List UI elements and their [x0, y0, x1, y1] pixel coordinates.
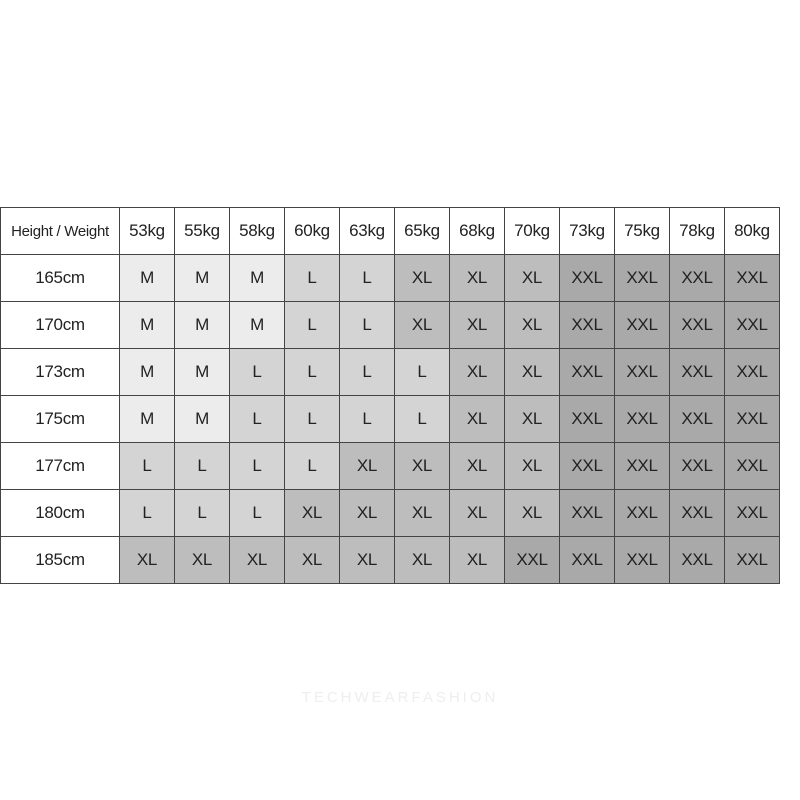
size-cell: XXL	[725, 255, 780, 302]
size-cell: XL	[340, 443, 395, 490]
size-cell: M	[230, 255, 285, 302]
size-cell: L	[285, 396, 340, 443]
size-cell: L	[285, 349, 340, 396]
size-cell: XL	[175, 537, 230, 584]
size-cell: XL	[340, 490, 395, 537]
size-cell: XL	[505, 255, 560, 302]
size-cell: XXL	[615, 255, 670, 302]
size-cell: XXL	[560, 537, 615, 584]
size-cell: XL	[120, 537, 175, 584]
weight-header: 53kg	[120, 208, 175, 255]
size-chart-header	[1, 208, 780, 255]
weight-header: 78kg	[670, 208, 725, 255]
size-cell: L	[230, 443, 285, 490]
table-row	[1, 396, 780, 443]
height-label: 177cm	[1, 443, 120, 490]
table-row	[1, 349, 780, 396]
size-chart-body	[1, 255, 780, 584]
size-cell: XXL	[615, 537, 670, 584]
size-cell: M	[175, 302, 230, 349]
weight-header: 58kg	[230, 208, 285, 255]
size-cell: XL	[395, 302, 450, 349]
header-row	[1, 208, 780, 255]
size-cell: XL	[395, 443, 450, 490]
size-cell: L	[230, 490, 285, 537]
height-label: 165cm	[1, 255, 120, 302]
size-cell: XXL	[725, 537, 780, 584]
size-cell: L	[340, 302, 395, 349]
size-cell: L	[285, 255, 340, 302]
weight-header: 73kg	[560, 208, 615, 255]
size-cell: L	[340, 396, 395, 443]
size-cell: L	[120, 490, 175, 537]
weight-header: 65kg	[395, 208, 450, 255]
size-chart-table	[0, 207, 780, 584]
size-cell: XL	[505, 443, 560, 490]
size-cell: XL	[395, 255, 450, 302]
height-label: 185cm	[1, 537, 120, 584]
size-cell: M	[120, 396, 175, 443]
size-cell: XXL	[725, 302, 780, 349]
size-cell: XL	[505, 490, 560, 537]
size-cell: XXL	[560, 255, 615, 302]
size-cell: M	[120, 302, 175, 349]
size-cell: XL	[450, 537, 505, 584]
size-cell: XL	[505, 396, 560, 443]
size-cell: XXL	[670, 396, 725, 443]
corner-label: Height / Weight	[1, 208, 120, 255]
size-cell: XL	[450, 443, 505, 490]
size-cell: XL	[285, 490, 340, 537]
size-cell: L	[230, 396, 285, 443]
size-cell: XL	[395, 490, 450, 537]
weight-header: 68kg	[450, 208, 505, 255]
size-cell: XL	[340, 537, 395, 584]
size-cell: XL	[450, 490, 505, 537]
size-cell: XXL	[725, 349, 780, 396]
size-cell: L	[340, 255, 395, 302]
size-cell: M	[120, 349, 175, 396]
size-cell: XL	[450, 349, 505, 396]
size-cell: XXL	[670, 490, 725, 537]
size-cell: L	[120, 443, 175, 490]
size-cell: L	[395, 349, 450, 396]
table-row	[1, 490, 780, 537]
size-cell: XXL	[615, 349, 670, 396]
size-cell: L	[285, 302, 340, 349]
size-cell: XL	[505, 349, 560, 396]
size-cell: L	[175, 443, 230, 490]
size-cell: XXL	[560, 490, 615, 537]
weight-header: 75kg	[615, 208, 670, 255]
size-cell: XL	[285, 537, 340, 584]
size-cell: XXL	[670, 443, 725, 490]
size-cell: L	[230, 349, 285, 396]
height-label: 170cm	[1, 302, 120, 349]
size-cell: XXL	[505, 537, 560, 584]
weight-header: 70kg	[505, 208, 560, 255]
size-cell: XXL	[725, 443, 780, 490]
size-cell: M	[175, 255, 230, 302]
size-cell: XXL	[615, 302, 670, 349]
table-row	[1, 255, 780, 302]
size-cell: XL	[450, 255, 505, 302]
size-cell: XXL	[560, 302, 615, 349]
weight-header: 80kg	[725, 208, 780, 255]
size-cell: XL	[505, 302, 560, 349]
size-cell: XXL	[560, 443, 615, 490]
size-cell: XL	[395, 537, 450, 584]
size-cell: XXL	[615, 443, 670, 490]
height-label: 173cm	[1, 349, 120, 396]
height-label: 180cm	[1, 490, 120, 537]
size-cell: XXL	[615, 490, 670, 537]
size-cell: L	[175, 490, 230, 537]
size-cell: XXL	[670, 255, 725, 302]
size-cell: XL	[450, 302, 505, 349]
size-cell: M	[230, 302, 285, 349]
size-cell: XXL	[560, 349, 615, 396]
size-cell: M	[175, 396, 230, 443]
size-cell: L	[340, 349, 395, 396]
height-label: 175cm	[1, 396, 120, 443]
table-row	[1, 302, 780, 349]
size-cell: XL	[230, 537, 285, 584]
weight-header: 55kg	[175, 208, 230, 255]
size-cell: L	[285, 443, 340, 490]
size-cell: XXL	[670, 302, 725, 349]
size-cell: M	[175, 349, 230, 396]
size-cell: M	[120, 255, 175, 302]
size-cell: XXL	[725, 490, 780, 537]
table-row	[1, 537, 780, 584]
size-cell: XXL	[615, 396, 670, 443]
size-cell: XXL	[560, 396, 615, 443]
weight-header: 60kg	[285, 208, 340, 255]
size-cell: XL	[450, 396, 505, 443]
size-cell: XXL	[725, 396, 780, 443]
watermark: TECHWEARFASHION	[301, 689, 499, 706]
size-cell: XXL	[670, 537, 725, 584]
size-cell: L	[395, 396, 450, 443]
weight-header: 63kg	[340, 208, 395, 255]
size-cell: XXL	[670, 349, 725, 396]
table-row	[1, 443, 780, 490]
